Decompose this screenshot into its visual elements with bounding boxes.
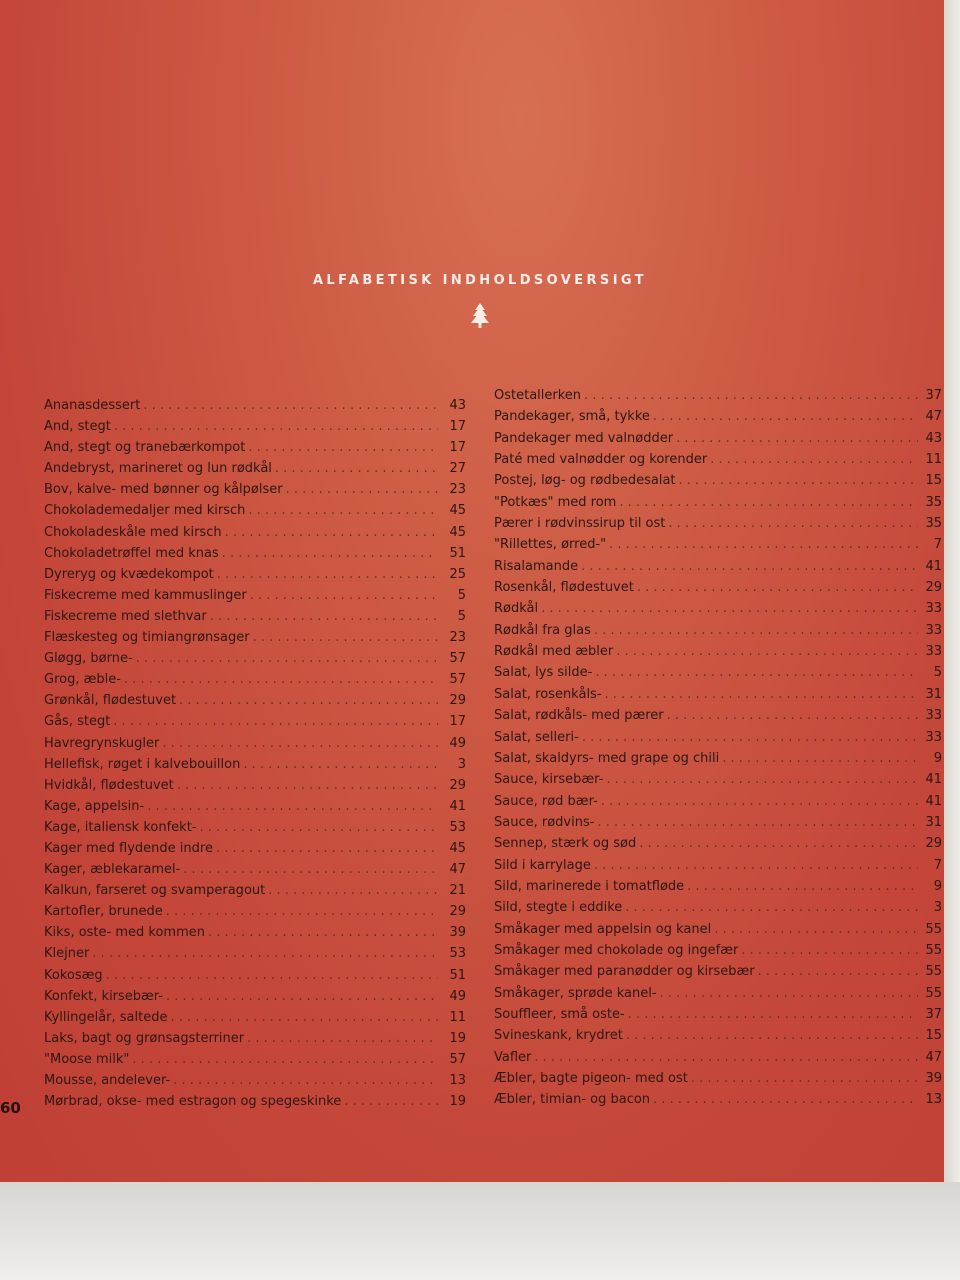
dot-leader [668,513,918,534]
entry-page-number: 43 [449,398,466,413]
dot-leader [268,880,438,901]
dot-leader [653,1089,918,1110]
index-entry [44,458,466,479]
dot-leader [216,838,438,859]
entry-title: Småkager med appelsin og kanel [494,921,712,937]
entry-page-number: 13 [449,1073,466,1088]
entry-title: Salat, rødkåls- med pærer [494,708,664,724]
entry-page-number: 47 [925,1049,942,1065]
entry-title: Sauce, rødvins- [494,814,595,830]
entry-title: And, stegt og tranebærkompot [44,440,246,456]
dot-leader [250,585,438,606]
dot-leader [639,833,918,854]
entry-page-number: 37 [925,388,942,403]
entry-title: Sennep, stærk og sød [494,836,637,852]
index-entry [44,1049,466,1070]
entry-page-number: 49 [449,735,466,751]
index-entry [494,705,942,726]
index-entry [494,769,942,790]
dot-leader [124,669,438,690]
entry-title: Flæskesteg og timiangrønsager [44,630,250,646]
dot-leader [173,1070,438,1091]
entry-page-number: 23 [449,482,466,498]
dot-leader [225,522,438,543]
entry-title: Vafler [494,1049,532,1065]
index-entry [494,428,942,449]
index-entry [44,986,466,1007]
entry-title: Dyreryg og kvædekompot [44,566,214,582]
entry-page-number: 45 [449,503,466,519]
entry-title: Sild, marinerede i tomatfløde [494,878,685,894]
dot-leader [667,705,918,726]
entry-page-number: 11 [449,1009,466,1025]
dot-leader [595,662,918,683]
entry-title: Kokosæg [44,967,103,983]
entry-page-number: 9 [933,878,942,894]
dot-leader [597,812,918,833]
index-entry [44,796,466,817]
entry-title: Risalamande [494,558,579,574]
entry-page-number: 51 [449,545,466,561]
index-entry [494,641,942,662]
index-entry [44,817,466,838]
dot-leader [606,769,918,790]
index-entry [494,406,942,427]
index-entry [494,833,942,854]
dot-leader [166,986,438,1007]
entry-title: Kalkun, farseret og svamperagout [44,883,266,899]
entry-title: Salat, selleri- [494,729,579,745]
entry-page-number: 51 [449,967,466,983]
dot-leader [653,406,918,427]
dot-leader [200,817,439,838]
dot-leader [660,983,918,1004]
index-entry [494,662,942,683]
entry-title: Rosenkål, flødestuvet [494,580,634,596]
dot-leader [628,1004,918,1025]
dot-leader [722,748,918,769]
entry-page-number: 31 [925,814,942,830]
index-heading: ALFABETISK INDHOLDSOVERSIGT [312,273,648,288]
dot-leader [687,876,918,897]
index-entry [44,711,466,732]
entry-page-number: 5 [457,608,466,624]
christmas-tree-icon [470,303,490,329]
entry-title: Grog, æble- [44,672,121,688]
dot-leader [286,479,438,500]
index-entry [44,543,466,564]
entry-title: Salat, skaldyrs- med grape og chili [494,750,720,766]
dot-leader [541,598,918,619]
entry-page-number: 17 [449,419,466,435]
index-entry [44,522,466,543]
index-entry [494,556,942,577]
dot-leader [162,733,438,754]
entry-title: Kage, appelsin- [44,798,145,814]
entry-page-number: 53 [449,819,466,835]
entry-page-number: 17 [449,440,466,456]
entry-page-number: 41 [925,772,942,788]
index-column-right [494,385,942,1111]
index-entry [44,838,466,859]
index-entry [494,1004,942,1025]
dot-leader [601,791,918,812]
entry-title: Kyllingelår, saltede [44,1009,168,1025]
entry-page-number: 55 [925,921,942,937]
dot-leader [676,428,918,449]
entry-page-number: 47 [925,409,942,425]
entry-page-number: 57 [449,1051,466,1067]
index-entry [494,855,942,876]
entry-page-number: 29 [449,904,466,920]
index-entry [44,606,466,627]
entry-title: Småkager med chokolade og ingefær [494,942,739,958]
entry-title: Hvidkål, flødestuvet [44,777,174,793]
dot-leader [210,606,438,627]
index-entry [494,748,942,769]
index-entry [44,922,466,943]
entry-title: Andebryst, marineret og lun rødkål [44,461,272,477]
dot-leader [217,564,438,585]
entry-title: Svineskank, krydret [494,1028,623,1044]
index-entry [44,754,466,775]
entry-page-number: 43 [925,430,942,446]
index-entry [494,876,942,897]
index-entry [44,690,466,711]
entry-page-number: 21 [449,883,466,899]
index-entry [44,437,466,458]
entry-page-number: 55 [925,942,942,958]
index-entry [494,470,942,491]
dot-leader [609,534,918,555]
index-column-left [44,395,466,1112]
entry-title: Salat, rosenkåls- [494,686,602,702]
entry-title: "Moose milk" [44,1051,130,1067]
dot-leader [619,492,918,513]
dot-leader [637,577,918,598]
entry-title: Kiks, oste- med kommen [44,925,205,941]
entry-page-number: 29 [925,580,942,596]
entry-page-number: 41 [925,793,942,809]
dot-leader [741,940,918,961]
dot-leader [594,855,918,876]
entry-page-number: 35 [925,516,942,532]
entry-title: Mørbrad, okse- med estragon og spegeskinke [44,1094,342,1110]
entry-page-number: 3 [933,900,942,916]
entry-page-number: 35 [925,494,942,510]
dot-leader [253,627,438,648]
index-entry [44,669,466,690]
index-entry [44,564,466,585]
entry-page-number: 31 [925,686,942,702]
dot-leader [594,620,918,641]
dot-leader [132,1049,438,1070]
dot-leader [344,1091,438,1112]
entry-title: "Potkæs" med rom [494,494,617,510]
index-entry [44,880,466,901]
entry-page-number: 11 [925,452,942,468]
entry-page-number: 49 [449,988,466,1004]
index-entry [494,492,942,513]
entry-title: Fiskecreme med slethvar [44,608,207,624]
entry-title: Rødkål fra glas [494,622,591,638]
entry-title: Salat, lys silde- [494,665,593,681]
entry-page-number: 33 [925,644,942,660]
entry-page-number: 33 [925,708,942,724]
index-entry [44,416,466,437]
index-entry [44,479,466,500]
entry-page-number: 45 [449,840,466,856]
index-entry [44,627,466,648]
dot-leader [275,458,438,479]
entry-page-number: 13 [925,1092,942,1108]
entry-page-number: 41 [449,798,466,814]
index-entry [494,1068,942,1089]
entry-title: Postej, løg- og rødbedesalat [494,473,676,489]
entry-title: Mousse, andelever- [44,1073,171,1088]
entry-title: And, stegt [44,419,111,435]
entry-title: Småkager, sprøde kanel- [494,985,657,1001]
entry-page-number: 3 [457,756,466,772]
dot-leader [177,775,438,796]
dot-leader [582,727,918,748]
entry-title: Gås, stegt [44,714,111,730]
entry-title: Chokoladetrøffel med knas [44,545,219,561]
dot-leader [626,1025,918,1046]
entry-title: Konfekt, kirsebær- [44,988,164,1004]
index-entry [494,1025,942,1046]
dot-leader [113,711,438,732]
entry-page-number: 45 [449,524,466,540]
index-entry [494,812,942,833]
entry-page-number: 15 [925,473,942,489]
entry-title: Souffleer, små oste- [494,1006,625,1022]
index-entry [44,585,466,606]
index-entry [44,901,466,922]
entry-page-number: 57 [449,672,466,688]
index-entry [494,1047,942,1068]
entry-title: Ostetallerken [494,388,582,403]
index-entry [44,733,466,754]
entry-title: Chokoladeskåle med kirsch [44,524,222,540]
entry-page-number: 7 [933,857,942,873]
dot-leader [208,922,438,943]
index-entry [44,1091,466,1112]
index-entry [44,1028,466,1049]
index-entry [494,598,942,619]
index-entry [494,577,942,598]
index-entry [494,620,942,641]
entry-page-number: 9 [933,750,942,766]
entry-title: Kager, æblekaramel- [44,862,181,878]
dot-leader [247,1028,438,1049]
entry-page-number: 19 [449,1094,466,1110]
index-entry [494,1089,942,1110]
entry-page-number: 15 [925,1028,942,1044]
index-entry [44,965,466,986]
entry-title: Laks, bagt og grønsagsterriner [44,1030,245,1046]
entry-page-number: 39 [925,1071,942,1086]
dot-leader [625,897,918,918]
dot-leader [166,901,438,922]
entry-title: "Rillettes, ørred-" [494,537,607,553]
dot-leader [714,919,918,940]
entry-title: Æbler, timian- og bacon [494,1092,651,1108]
entry-title: Bov, kalve- med bønner og kålpølser [44,482,283,498]
index-entry [494,385,942,406]
entry-title: Fiskecreme med kammuslinger [44,587,247,603]
dot-leader [243,754,438,775]
index-entry [494,897,942,918]
entry-title: Hellefisk, røget i kalvebouillon [44,756,241,772]
dot-leader [691,1068,918,1089]
entry-page-number: 57 [449,651,466,667]
dot-leader [170,1007,438,1028]
entry-title: Sauce, rød bær- [494,793,598,809]
entry-page-number: 19 [449,1030,466,1046]
entry-title: Æbler, bagte pigeon- med ost [494,1071,688,1086]
entry-page-number: 27 [449,461,466,477]
dot-leader [106,965,438,986]
dot-leader [710,449,918,470]
entry-page-number: 29 [925,836,942,852]
entry-title: Havregrynskugler [44,735,160,751]
entry-title: Grønkål, flødestuvet [44,693,177,709]
index-entry [494,940,942,961]
index-entry [44,775,466,796]
dot-leader [143,395,438,416]
entry-page-number: 47 [449,862,466,878]
index-entry [494,449,942,470]
entry-page-number: 55 [925,985,942,1001]
dot-leader [136,648,438,669]
entry-page-number: 23 [449,630,466,646]
index-entry [494,983,942,1004]
entry-title: Sild i karrylage [494,857,591,873]
entry-page-number: 29 [449,777,466,793]
entry-title: Kartofler, brunede [44,904,163,920]
entry-page-number: 37 [925,1006,942,1022]
entry-title: Paté med valnødder og korender [494,452,708,468]
entry-page-number: 5 [933,665,942,681]
index-entry [494,791,942,812]
page-edge [944,0,960,1200]
dot-leader [92,943,438,964]
index-entry [494,727,942,748]
entry-title: Småkager med paranødder og kirsebær [494,964,755,980]
entry-page-number: 41 [925,558,942,574]
index-entry [494,534,942,555]
entry-title: Sauce, kirsebær- [494,772,604,788]
entry-page-number: 17 [449,714,466,730]
background-surface [0,1182,960,1280]
entry-page-number: 39 [449,925,466,941]
dot-leader [179,690,438,711]
dot-leader [114,416,438,437]
index-entry [494,684,942,705]
entry-page-number: 53 [449,946,466,962]
index-entry [44,1007,466,1028]
index-entry [44,1070,466,1091]
page-number: 60 [0,1099,21,1117]
dot-leader [534,1047,918,1068]
entry-title: Ananasdessert [44,398,141,413]
dot-leader [605,684,918,705]
dot-leader [679,470,918,491]
entry-page-number: 5 [457,587,466,603]
dot-leader [616,641,918,662]
dot-leader [581,556,918,577]
entry-title: Sild, stegte i eddike [494,900,623,916]
entry-title: Pandekager med valnødder [494,430,674,446]
entry-page-number: 55 [925,964,942,980]
entry-page-number: 25 [449,566,466,582]
dot-leader [248,500,438,521]
index-entry [44,395,466,416]
entry-title: Chokolademedaljer med kirsch [44,503,246,519]
entry-title: Rødkål med æbler [494,644,614,660]
entry-title: Kage, italiensk konfekt- [44,819,197,835]
index-entry [44,943,466,964]
index-entry [44,859,466,880]
entry-title: Pærer i rødvinssirup til ost [494,516,666,532]
entry-page-number: 7 [933,537,942,553]
entry-title: Kager med flydende indre [44,840,213,856]
index-entry [494,919,942,940]
dot-leader [248,437,438,458]
entry-page-number: 33 [925,622,942,638]
entry-title: Pandekager, små, tykke [494,409,650,425]
dot-leader [758,961,918,982]
index-entry [494,961,942,982]
index-entry [44,500,466,521]
dot-leader [183,859,438,880]
dot-leader [147,796,438,817]
entry-title: Klejner [44,946,90,962]
entry-page-number: 29 [449,693,466,709]
dot-leader [584,385,918,406]
entry-title: Gløgg, børne- [44,651,133,667]
index-entry [44,648,466,669]
entry-title: Rødkål [494,601,539,617]
entry-page-number: 33 [925,601,942,617]
index-entry [494,513,942,534]
dot-leader [222,543,438,564]
entry-page-number: 33 [925,729,942,745]
